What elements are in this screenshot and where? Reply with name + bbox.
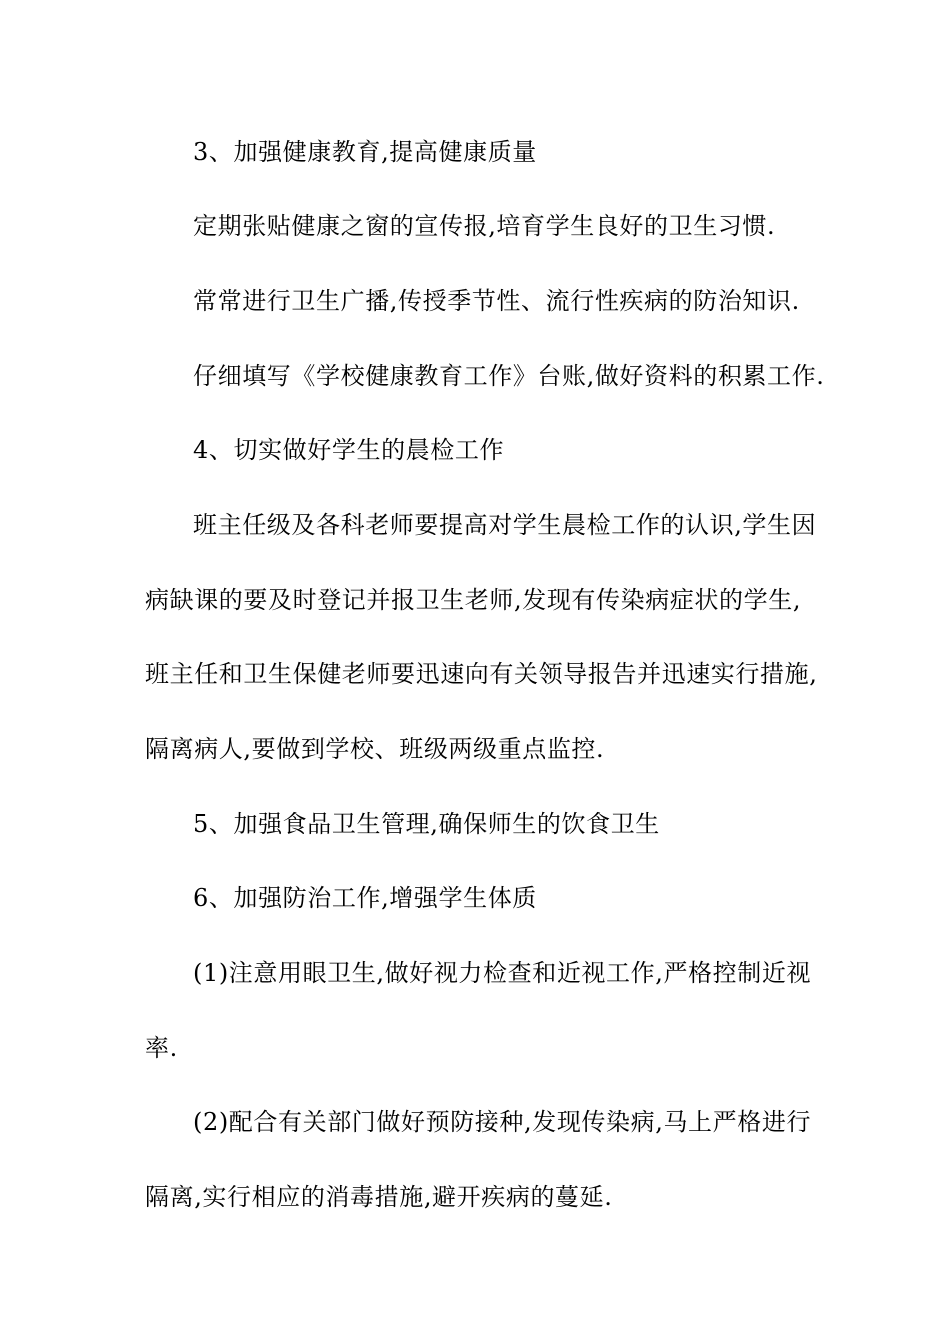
paragraph-line: 病缺课的要及时登记并报卫生老师,发现有传染病症状的学生, — [145, 586, 802, 614]
paragraph-line: 仔细填写《学校健康教育工作》台账,做好资料的积累工作. — [193, 362, 825, 390]
paragraph-line: 常常进行卫生广播,传授季节性、流行性疾病的防治知识. — [193, 287, 800, 315]
paragraph-line: 班主任和卫生保健老师要迅速向有关领导报告并迅速实行措施, — [145, 660, 818, 688]
heading-prevention: 6、加强防治工作,增强学生体质 — [193, 884, 537, 912]
heading-morning-check: 4、切实做好学生的晨检工作 — [193, 436, 505, 464]
heading-food-hygiene: 5、加强食品卫生管理,确保师生的饮食卫生 — [193, 810, 660, 838]
paragraph-line: 定期张贴健康之窗的宣传报,培育学生良好的卫生习惯. — [193, 212, 776, 240]
paragraph-line: 班主任级及各科老师要提高对学生晨检工作的认识,学生因 — [193, 511, 817, 539]
paragraph-line: 隔离病人,要做到学校、班级两级重点监控. — [145, 735, 605, 763]
list-item-eye-hygiene: (1)注意用眼卫生,做好视力检查和近视工作,严格控制近视 — [193, 959, 812, 987]
paragraph-line: 率. — [145, 1034, 178, 1062]
heading-health-education: 3、加强健康教育,提高健康质量 — [193, 138, 537, 166]
paragraph-line: 隔离,实行相应的消毒措施,避开疾病的蔓延. — [145, 1183, 613, 1211]
list-item-vaccination: (2)配合有关部门做好预防接种,发现传染病,马上严格进行 — [193, 1108, 812, 1136]
